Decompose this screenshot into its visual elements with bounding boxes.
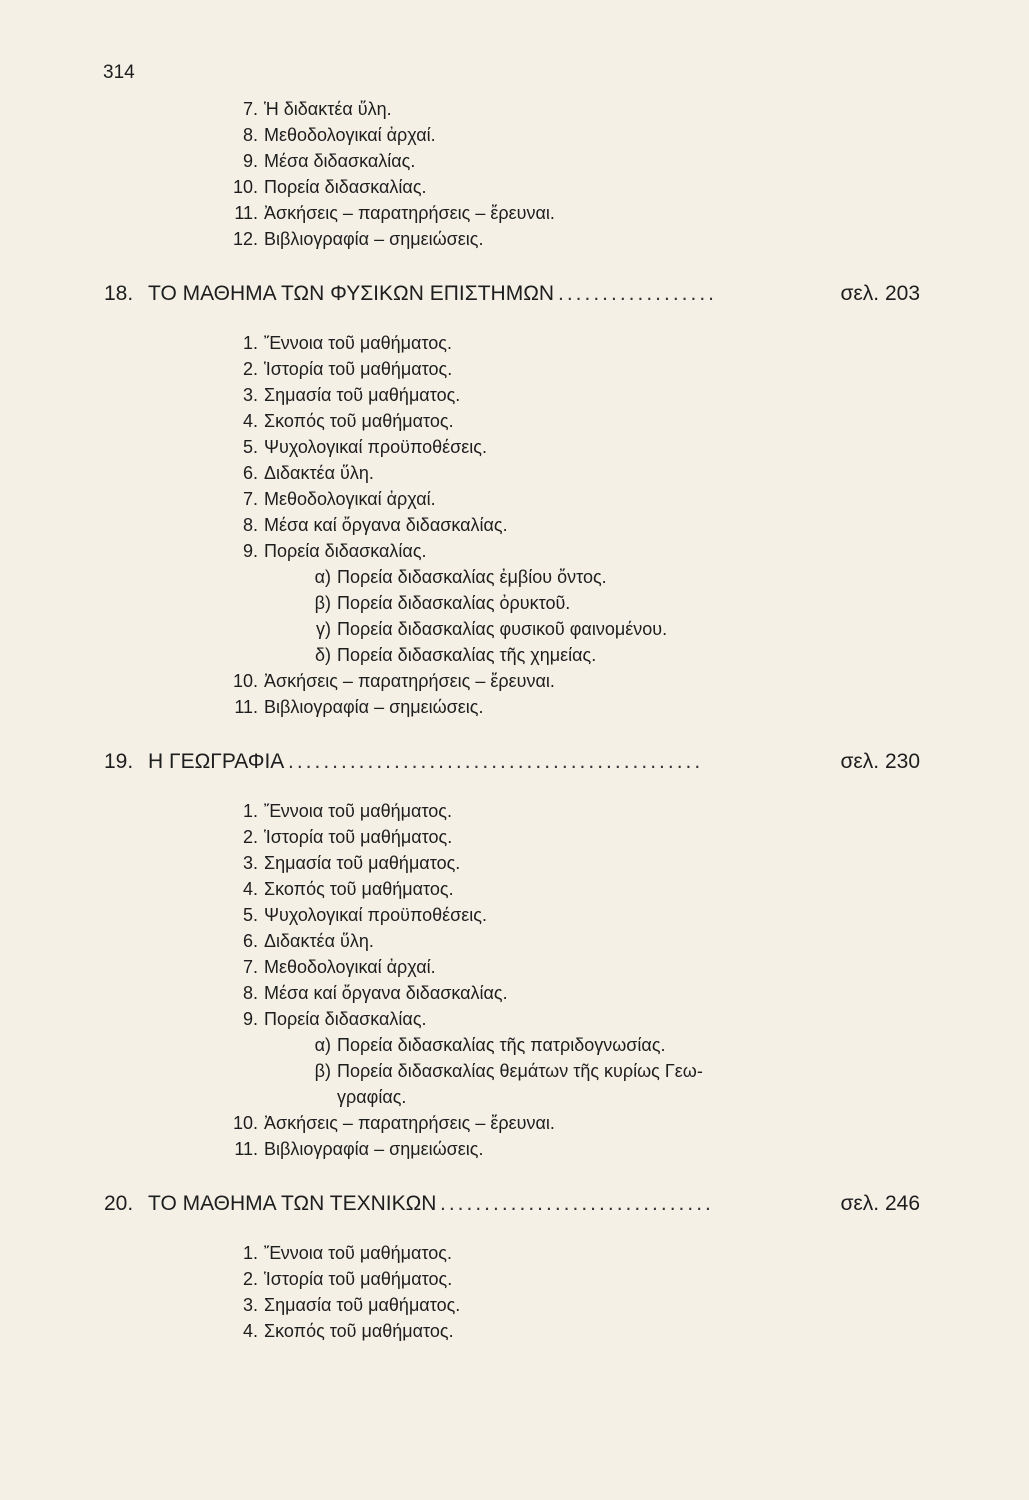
leader-dots: ............................................... (288, 750, 704, 773)
toc-item-number: 1. (242, 801, 258, 821)
toc-subitem (0, 590, 1029, 616)
toc-item-number: 7. (242, 99, 258, 119)
toc-item (0, 538, 1029, 564)
toc-item (0, 876, 1029, 902)
toc-item (0, 330, 1029, 356)
toc-item (0, 1136, 1029, 1162)
toc-item (0, 486, 1029, 512)
toc-item-number: 4. (242, 411, 258, 431)
toc-subitem (0, 1032, 1029, 1058)
toc-item-text: Ἱστορία τοῦ μαθήματος. (264, 359, 453, 379)
toc-item-text: Ἱστορία τοῦ μαθήματος. (264, 827, 453, 847)
toc-item-text: Ἀσκήσεις – παρατηρήσεις – ἔρευναι. (264, 203, 555, 223)
toc-item-text: Σκοπός τοῦ μαθήματος. (264, 411, 454, 431)
toc-item-text: Βιβλιογραφία – σημειώσεις. (264, 1139, 484, 1159)
section-number: 19. (104, 750, 134, 773)
toc-item (0, 122, 1029, 148)
toc-item (0, 928, 1029, 954)
toc-item-number: 3. (242, 853, 258, 873)
toc-item-text: Διδακτέα ὕλη. (264, 931, 374, 951)
toc-item-number: 11. (234, 697, 258, 717)
section-page-ref: σελ. 230 (840, 750, 920, 773)
toc-item (0, 1110, 1029, 1136)
toc-item (0, 1240, 1029, 1266)
toc-item (0, 512, 1029, 538)
toc-item (0, 850, 1029, 876)
toc-item (0, 148, 1029, 174)
page-number: 314 (103, 62, 135, 83)
toc-item-number: 1. (242, 1243, 258, 1263)
toc-item-number: 11. (234, 1139, 258, 1159)
section-heading (0, 744, 1029, 780)
toc-item (0, 434, 1029, 460)
toc-subitem-text: Πορεία διδασκαλίας τῆς χημείας. (337, 645, 597, 665)
toc-item-text: Ψυχολογικαί προϋποθέσεις. (264, 905, 487, 925)
toc-subitem-letter: γ) (316, 619, 331, 639)
toc-item-number: 4. (242, 879, 258, 899)
toc-item-text: Διδακτέα ὕλη. (264, 463, 374, 483)
toc-item-number: 7. (242, 957, 258, 977)
toc-item (0, 902, 1029, 928)
toc-item-number: 12. (232, 229, 258, 249)
toc-item (0, 980, 1029, 1006)
toc-item-text: Βιβλιογραφία – σημειώσεις. (264, 229, 484, 249)
toc-item (0, 694, 1029, 720)
leader-dots: ............................... (440, 1192, 714, 1215)
toc-item-number: 10. (232, 177, 258, 197)
toc-item (0, 954, 1029, 980)
toc-item-number: 7. (242, 489, 258, 509)
toc-item-text: Ἀσκήσεις – παρατηρήσεις – ἔρευναι. (264, 671, 555, 691)
toc-subitem-text: Πορεία διδασκαλίας θεμάτων τῆς κυρίως Γεω- (337, 1061, 703, 1081)
toc-item-number: 1. (242, 333, 258, 353)
toc-item-number: 4. (242, 1321, 258, 1341)
toc-item (0, 226, 1029, 252)
toc-item (0, 460, 1029, 486)
toc-subitem-text: Πορεία διδασκαλίας τῆς πατριδογνωσίας. (337, 1035, 666, 1055)
toc-item-text: Πορεία διδασκαλίας. (264, 177, 427, 197)
toc-subitem-text: Πορεία διδασκαλίας ἐμβίου ὄντος. (337, 567, 607, 587)
toc-item-text: Ἔννοια τοῦ μαθήματος. (264, 1243, 452, 1263)
toc-item-number: 9. (242, 151, 258, 171)
section-page-ref: σελ. 246 (840, 1192, 920, 1215)
section-title: Η ΓΕΩΓΡΑΦΙΑ (148, 750, 285, 773)
toc-subitem (0, 1084, 1029, 1110)
toc-item (0, 1266, 1029, 1292)
toc-item-number: 9. (242, 1009, 258, 1029)
toc-item-number: 8. (242, 125, 258, 145)
toc-item-text: Σημασία τοῦ μαθήματος. (264, 853, 461, 873)
toc-item-number: 8. (242, 515, 258, 535)
leader-dots: .................. (558, 282, 718, 305)
toc-item (0, 1292, 1029, 1318)
toc-subitem-letter: α) (314, 1035, 331, 1055)
heading-gap (0, 780, 1029, 798)
toc-item (0, 382, 1029, 408)
toc-item (0, 200, 1029, 226)
toc-item (0, 1318, 1029, 1344)
toc-item-text: Σημασία τοῦ μαθήματος. (264, 1295, 461, 1315)
toc-item-text: Ψυχολογικαί προϋποθέσεις. (264, 437, 487, 457)
toc-subitem-letter: β) (314, 1061, 331, 1081)
toc-item-text: Μέσα καί ὄργανα διδασκαλίας. (264, 515, 508, 535)
toc-item-number: 2. (242, 827, 258, 847)
heading-gap (0, 312, 1029, 330)
toc-item-text: Σκοπός τοῦ μαθήματος. (264, 1321, 454, 1341)
toc-subitem-letter: α) (314, 567, 331, 587)
toc-item-number: 11. (234, 203, 258, 223)
toc-subitem-letter: δ) (314, 645, 331, 665)
toc-item-text: Μεθοδολογικαί ἀρχαί. (264, 489, 436, 509)
toc-subitem (0, 616, 1029, 642)
section-gap (0, 720, 1029, 744)
toc-item-number: 10. (232, 671, 258, 691)
toc-item-number: 8. (242, 983, 258, 1003)
table-of-contents (0, 96, 1029, 1344)
section-page-ref: σελ. 203 (840, 282, 920, 305)
toc-subitem (0, 642, 1029, 668)
toc-item (0, 798, 1029, 824)
toc-item-number: 5. (242, 437, 258, 457)
toc-item-text: Βιβλιογραφία – σημειώσεις. (264, 697, 484, 717)
section-gap (0, 252, 1029, 276)
toc-item-number: 10. (232, 1113, 258, 1133)
toc-item (0, 96, 1029, 122)
section-gap (0, 1162, 1029, 1186)
toc-item (0, 1006, 1029, 1032)
toc-item (0, 174, 1029, 200)
toc-item-number: 3. (242, 385, 258, 405)
toc-item-number: 3. (242, 1295, 258, 1315)
toc-item-number: 5. (242, 905, 258, 925)
toc-subitem-text: γραφίας. (337, 1087, 407, 1107)
toc-item-number: 6. (242, 463, 258, 483)
toc-item-number: 9. (242, 541, 258, 561)
toc-subitem (0, 564, 1029, 590)
section-number: 18. (104, 282, 134, 305)
section-heading (0, 276, 1029, 312)
toc-item-number: 2. (242, 359, 258, 379)
toc-item-text: Σκοπός τοῦ μαθήματος. (264, 879, 454, 899)
toc-item (0, 356, 1029, 382)
section-title: ΤΟ ΜΑΘΗΜΑ ΤΩΝ ΦΥΣΙΚΩΝ ΕΠΙΣΤΗΜΩΝ (148, 282, 555, 305)
toc-item-number: 2. (242, 1269, 258, 1289)
toc-item-text: Ἀσκήσεις – παρατηρήσεις – ἔρευναι. (264, 1113, 555, 1133)
toc-item (0, 668, 1029, 694)
heading-gap (0, 1222, 1029, 1240)
toc-item-text: Ἔννοια τοῦ μαθήματος. (264, 333, 452, 353)
section-number: 20. (104, 1192, 134, 1215)
section-heading (0, 1186, 1029, 1222)
toc-item-text: Μέσα καί ὄργανα διδασκαλίας. (264, 983, 508, 1003)
toc-subitem-letter: β) (314, 593, 331, 613)
toc-item-text: Σημασία τοῦ μαθήματος. (264, 385, 461, 405)
toc-item-text: Ἔννοια τοῦ μαθήματος. (264, 801, 452, 821)
toc-item-text: Πορεία διδασκαλίας. (264, 541, 427, 561)
toc-item-text: Ἡ διδακτέα ὕλη. (264, 99, 392, 119)
toc-subitem-text: Πορεία διδασκαλίας φυσικοῦ φαινομένου. (337, 619, 668, 639)
section-title: ΤΟ ΜΑΘΗΜΑ ΤΩΝ ΤΕΧΝΙΚΩΝ (148, 1192, 437, 1215)
toc-item-text: Μεθοδολογικαί ἀρχαί. (264, 957, 436, 977)
toc-item-text: Πορεία διδασκαλίας. (264, 1009, 427, 1029)
toc-item-number: 6. (242, 931, 258, 951)
toc-item-text: Μεθοδολογικαί ἀρχαί. (264, 125, 436, 145)
toc-item-text: Ἱστορία τοῦ μαθήματος. (264, 1269, 453, 1289)
toc-subitem-text: Πορεία διδασκαλίας ὀρυκτοῦ. (337, 593, 571, 613)
toc-item-text: Μέσα διδασκαλίας. (264, 151, 416, 171)
toc-item (0, 824, 1029, 850)
toc-item (0, 408, 1029, 434)
toc-subitem (0, 1058, 1029, 1084)
